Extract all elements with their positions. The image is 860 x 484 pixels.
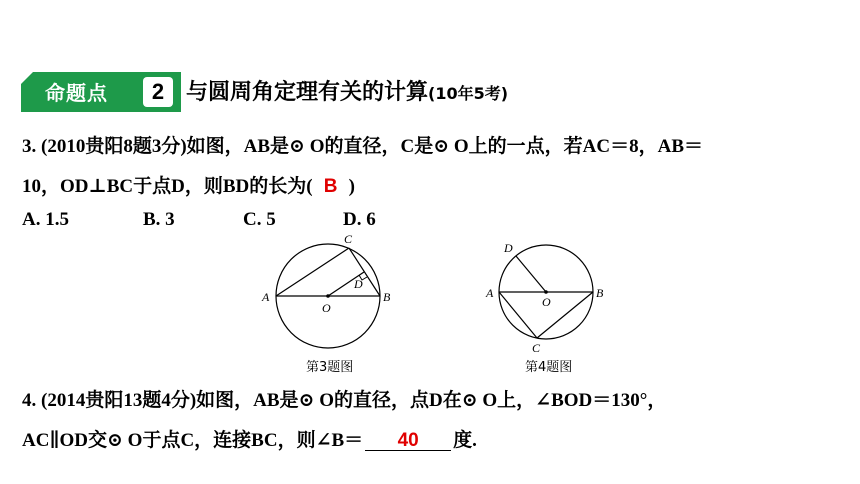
q3-label-c: C [344,232,353,246]
q4-line-od [516,256,546,292]
section-title [186,75,508,106]
section-title-text: 与圆周角定理有关的计算 [186,80,429,105]
section-subtitle: (10年5考) [428,84,509,103]
q4-line1: 4. (2014贵阳13题4分)如图，AB是⊙ O的直径，点D在⊙ O上，∠BOD＝130°， [22,390,667,411]
q3-option-d: D. 6 [343,209,376,230]
q3-figure [258,226,406,350]
q3-label-d: D [354,277,363,291]
q3-line2 [22,171,355,198]
q4-label-c: C [532,341,541,355]
q4-center-dot [544,290,548,294]
q3-caption: 第3题图 [306,360,354,375]
q3-line2-pre: 10，OD⊥BC于点D，则BD的长为( [22,176,313,197]
q4-figure [480,234,612,356]
q3-label-o: O [322,301,331,315]
q4-line2-pre: AC∥OD交⊙ O于点C，连接BC，则∠B＝ [22,430,364,451]
q3-option-b: B. 3 [143,209,175,230]
q3-label-b: B [383,290,391,304]
q4-line2 [22,425,477,452]
badge-number: 2 [143,77,173,107]
q3-label-a: A [262,290,270,304]
q3-option-c: C. 5 [243,209,276,230]
badge-label: 命题点 [45,81,108,105]
q4-label-b: B [596,286,604,300]
q3-line2-post: ) [348,176,355,197]
q4-label-d: D [504,241,513,255]
q3-center-dot [326,294,330,298]
q4-answer: 40 [397,430,419,451]
q3-option-a: A. 1.5 [22,209,69,230]
q3-answer: B [323,176,338,197]
q3-line1: 3. (2010贵阳8题3分)如图，AB是⊙ O的直径，C是⊙ O上的一点，若AC＝8，AB＝ [22,136,704,157]
q4-caption: 第4题图 [525,360,573,375]
q4-label-a: A [486,286,494,300]
q4-answer-blank [365,432,451,451]
q4-label-o: O [542,295,551,309]
q4-line2-post: 度. [453,430,477,451]
section-badge [21,72,181,112]
